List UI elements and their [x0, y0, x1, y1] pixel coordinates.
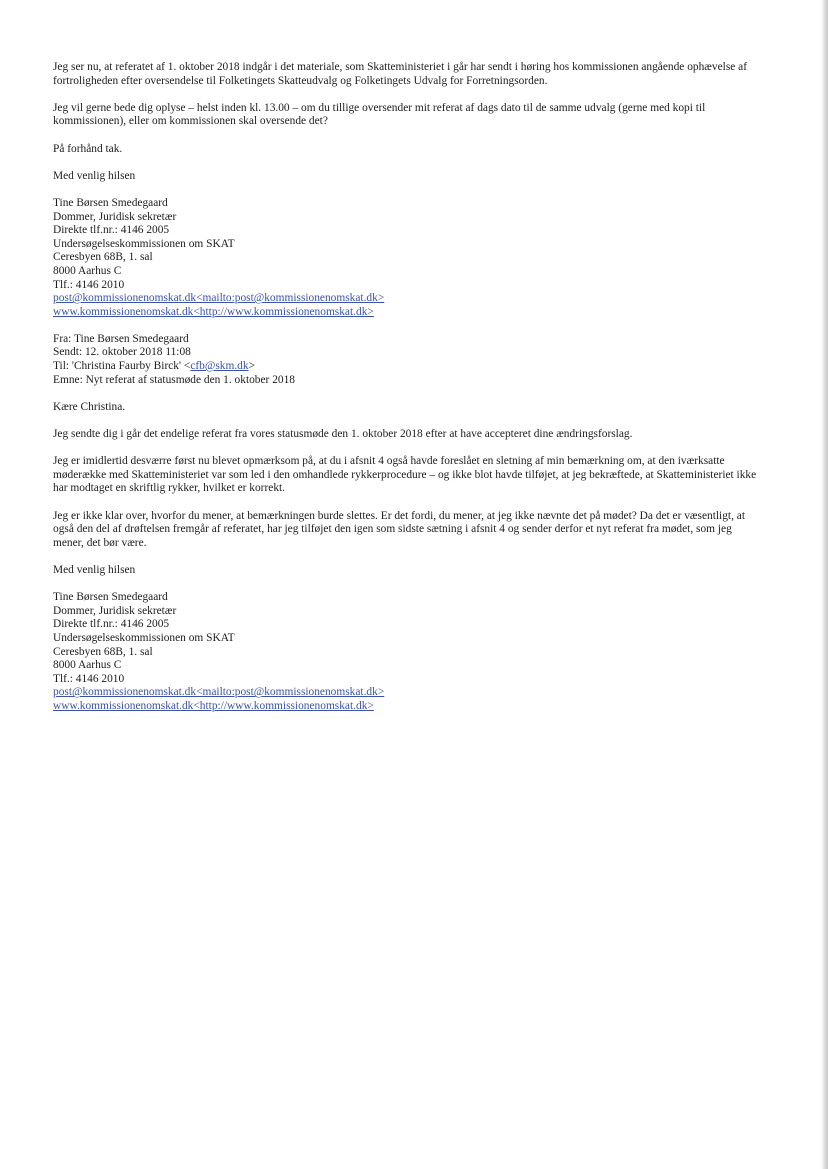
intro-paragraph-3: På forhånd tak. [53, 142, 123, 155]
header-to-prefix: Til: 'Christina Faurby Birck' < [53, 360, 191, 373]
closing-1: Med venlig hilsen [53, 169, 136, 182]
signature-email-link[interactable]: post@kommissionenomskat.dk<mailto:post@kommissionenomskat.dk> [53, 292, 385, 305]
header-sent: Sendt: 12. oktober 2018 11:08 [53, 346, 191, 359]
body-paragraph-1: Jeg sendte dig i går det endelige referat fra vores statusmøde den 1. oktober 2018 efter at have accepteret dine ændringsforslag. [53, 428, 633, 441]
signature-block-2 [53, 591, 765, 713]
email-document [53, 61, 765, 727]
intro-paragraph-2: Jeg vil gerne bede dig oplyse – helst inden kl. 13.00 – om du tillige oversender mit referat af dags dato til de samme udvalg (gerne med kopi til kommissionen), eller om kommissionen skal oversende det? [53, 101, 706, 128]
scan-page-edge [821, 0, 828, 1169]
header-subject: Emne: Nyt referat af statusmøde den 1. oktober 2018 [53, 373, 295, 386]
signature-title: Dommer, Juridisk sekretær [53, 604, 177, 617]
signature-title: Dommer, Juridisk sekretær [53, 210, 177, 223]
signature-phone: Tlf.: 4146 2010 [53, 672, 125, 685]
signature-web-link[interactable]: www.kommissionenomskat.dk<http://www.kommissionenomskat.dk> [53, 305, 374, 318]
signature-direct-phone: Direkte tlf.nr.: 4146 2005 [53, 224, 170, 237]
signature-city: 8000 Aarhus C [53, 659, 122, 672]
closing-2: Med venlig hilsen [53, 563, 136, 576]
forwarded-header [53, 333, 765, 387]
signature-city: 8000 Aarhus C [53, 264, 122, 277]
signature-street: Ceresbyen 68B, 1. sal [53, 645, 153, 658]
signature-name: Tine Børsen Smedegaard [53, 196, 168, 209]
signature-name: Tine Børsen Smedegaard [53, 591, 168, 604]
header-to-email-link[interactable]: cfb@skm.dk [190, 360, 249, 373]
header-to-suffix: > [248, 360, 256, 373]
signature-phone: Tlf.: 4146 2010 [53, 278, 125, 291]
greeting: Kære Christina. [53, 400, 126, 413]
header-to [53, 360, 765, 374]
header-from: Fra: Tine Børsen Smedegaard [53, 332, 189, 345]
signature-direct-phone: Direkte tlf.nr.: 4146 2005 [53, 618, 170, 631]
signature-organization: Undersøgelseskommissionen om SKAT [53, 631, 235, 644]
signature-organization: Undersøgelseskommissionen om SKAT [53, 237, 235, 250]
signature-web-link[interactable]: www.kommissionenomskat.dk<http://www.kommissionenomskat.dk> [53, 699, 374, 712]
intro-paragraph-1: Jeg ser nu, at referatet af 1. oktober 2018 indgår i det materiale, som Skatteministeriet i går har sendt i høring hos kommissionen angående ophævelse af fortroligheden efter oversendelse til Folketingets Skatteudvalg og Folketingets Udvalg for Forretningsorden. [53, 61, 747, 87]
signature-email-link[interactable]: post@kommissionenomskat.dk<mailto:post@kommissionenomskat.dk> [53, 686, 385, 699]
signature-block-1 [53, 197, 765, 319]
signature-street: Ceresbyen 68B, 1. sal [53, 251, 153, 264]
body-paragraph-3: Jeg er ikke klar over, hvorfor du mener, at bemærkningen burde slettes. Er det fordi, du mener, at jeg ikke nævnte det på mødet? Da det er væsentligt, at også den del af drøftelsen fremgår af referatet, har jeg tilføjet den igen som sidste sætning i afsnit 4 og sender derfor et nyt referat fra mødet, som jeg mener, det bør være. [53, 509, 745, 549]
body-paragraph-2: Jeg er imidlertid desværre først nu blevet opmærksom på, at du i afsnit 4 også havde foreslået en sletning af min bemærkning om, at den iværksatte møderække med Skatteministeriet var som led i den omhandlede rykkerprocedure – og ikke blot havde tilføjet, at jeg bekræftede, at Skatteministeriet ikke har modtaget en skriftlig rykker, hvilket er korrekt. [53, 455, 757, 495]
